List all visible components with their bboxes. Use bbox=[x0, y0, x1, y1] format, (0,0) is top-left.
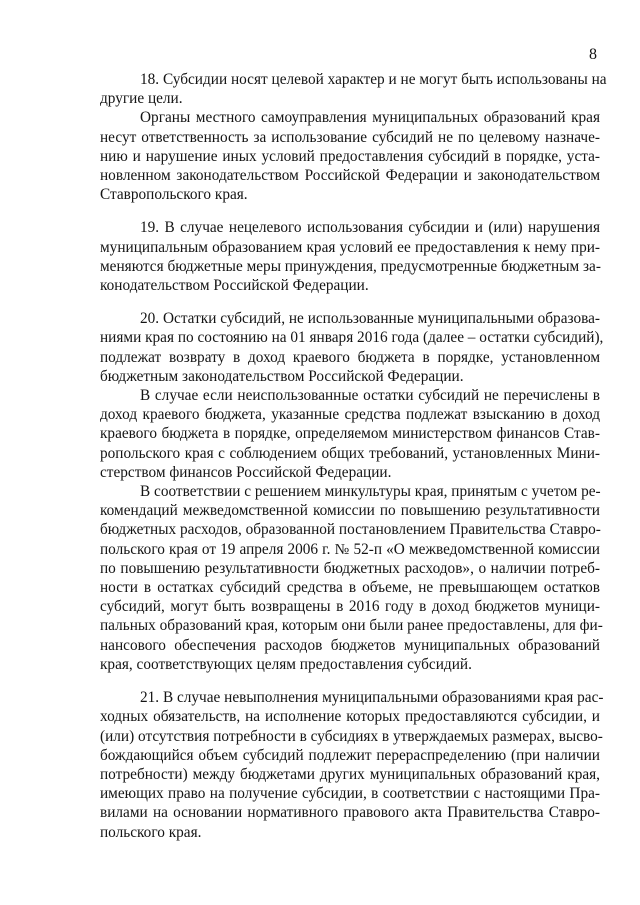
text-line: края, соответствующих целям предоставления субсидий. bbox=[100, 655, 472, 673]
text-line: ности в остатках субсидий средства в объеме, не превышающем остатков bbox=[100, 579, 600, 597]
text-line: субсидий, могут быть возвращены в 2016 году в доход бюджетов муници- bbox=[100, 598, 600, 616]
text-line: бюджетных расходов, образованной постановлением Правительства Ставро- bbox=[100, 521, 601, 539]
text-line: другие цели. bbox=[100, 90, 183, 108]
text-line: нию и нарушение иных условий предоставления субсидий в порядке, уста- bbox=[100, 147, 600, 165]
text-line: В случае если неиспользованные остатки субсидий не перечислены в bbox=[140, 387, 600, 405]
text-line: польского края. bbox=[100, 823, 202, 841]
text-line: меняются бюджетные меры принуждения, предусмотренные бюджетным за- bbox=[100, 257, 601, 275]
paragraph-gap bbox=[100, 295, 600, 309]
text-line: ниями края по состоянию на 01 января 2016 года (далее – остатки субсидий), bbox=[100, 329, 604, 347]
text-line: нансового обеспечения расходов бюджетов муниципальных образований bbox=[100, 636, 600, 654]
text-line: 19. В случае нецелевого использования субсидии и (или) нарушения bbox=[140, 219, 600, 237]
text-line: имеющих право на получение субсидии, в соответствии с настоящими Пра- bbox=[100, 785, 600, 803]
text-line: муниципальным образованием края условий ее предоставления к нему при- bbox=[100, 238, 600, 256]
text-line: комендаций межведомственной комиссии по повышению результативности bbox=[100, 502, 600, 520]
page-number: 8 bbox=[589, 46, 597, 63]
text-line: Ставропольского края. bbox=[100, 186, 248, 204]
text-line: подлежат возврату в доход краевого бюджета в порядке, установленном bbox=[100, 348, 600, 366]
text-line: краевого бюджета в порядке, определяемом министерством финансов Став- bbox=[100, 425, 600, 443]
text-line: 21. В случае невыполнения муниципальными образованиями края рас- bbox=[140, 689, 604, 707]
text-line: В соответствии с решением минкультуры края, принятым с учетом ре- bbox=[140, 483, 601, 501]
text-line: по повышению результативности бюджетных расходов», о наличии потреб- bbox=[100, 559, 600, 577]
text-line: бождающийся объем субсидий подлежит перераспределению (при наличии bbox=[100, 746, 600, 764]
text-line: вилами на основании нормативного правового акта Правительства Ставро- bbox=[100, 804, 600, 822]
text-line: ропольского края с соблюдением общих требований, установленных Мини- bbox=[100, 444, 600, 462]
text-line: доход краевого бюджета, указанные средства подлежат взысканию в доход bbox=[100, 406, 600, 424]
document-body bbox=[100, 70, 607, 842]
paragraph-gap bbox=[100, 674, 600, 688]
text-line: стерством финансов Российской Федерации. bbox=[100, 463, 392, 481]
text-line: 18. Субсидии носят целевой характер и не могут быть использованы на bbox=[140, 71, 607, 88]
text-line: несут ответственность за использование субсидий не по целевому назначе- bbox=[100, 128, 600, 146]
text-line: ходных обязательств, на исполнение которых предоставляются субсидии, и bbox=[100, 708, 600, 726]
text-line: бюджетным законодательством Российской Федерации. bbox=[100, 367, 464, 385]
text-line: потребности) между бюджетами других муниципальных образований края, bbox=[100, 765, 600, 783]
text-line: пальных образований края, которым они были ранее предоставлены, для фи- bbox=[100, 617, 603, 635]
text-line: Органы местного самоуправления муниципальных образований края bbox=[140, 109, 600, 127]
text-line: (или) отсутствия потребности в субсидиях в утверждаемых размерах, высво- bbox=[100, 727, 603, 745]
text-line: новленном законодательством Российской Федерации и законодательством bbox=[100, 167, 600, 185]
text-line: польского края от 19 апреля 2006 г. № 52-п «О межведомственной комиссии bbox=[100, 540, 600, 558]
text-line: 20. Остатки субсидий, не использованные муниципальными образова- bbox=[140, 310, 600, 328]
paragraph-gap bbox=[100, 204, 600, 218]
text-line: конодательством Российской Федерации. bbox=[100, 277, 369, 295]
